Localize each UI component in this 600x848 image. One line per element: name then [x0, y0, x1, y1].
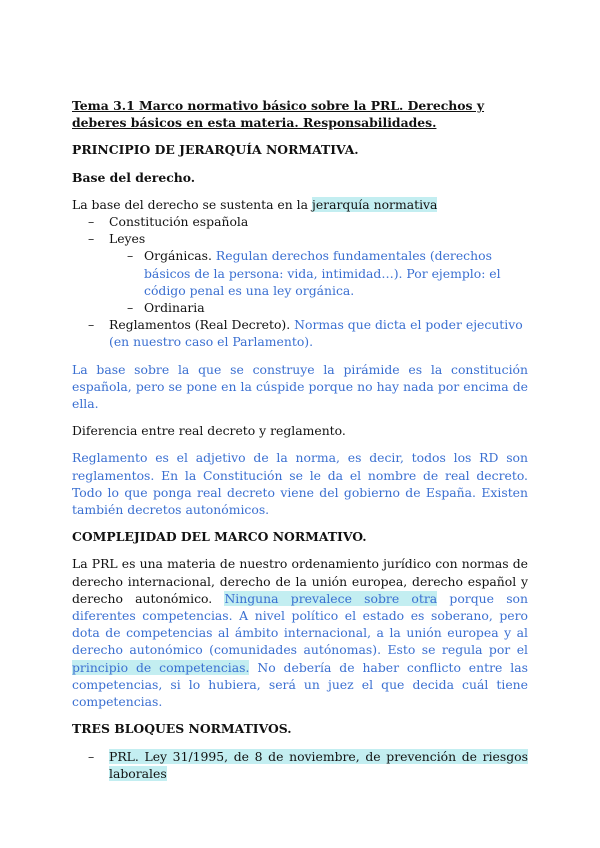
hierarchy-list [72, 213, 528, 351]
piramide-note: La base sobre la que se construye la pirámide es la constitución española, pero se pone en la cúspide porque no hay nada por encima de ella. [72, 361, 528, 412]
complejidad-text: La PRL es una materia de nuestro ordenamiento jurídico con normas de derecho internacional, derecho de la unión europea, derecho español y derecho autonómico. [72, 556, 528, 606]
diferencia-heading: Diferencia entre real decreto y reglamento. [72, 423, 346, 439]
complejidad-note: porque son diferentes competencias. A nivel político el estado es soberano, pero dota de competencias al ámbito internacional, a la unión europea y al derecho autonómico (comunidades autónomas). Esto se regula por el [72, 590, 528, 658]
list-item-prl [72, 748, 528, 782]
list-item-reglamentos [72, 316, 528, 350]
list-item-label: Orgánicas. [144, 248, 216, 264]
diferencia-note: Reglamento es el adjetivo de la norma, es decir, todos los RD son reglamentos. En la Constitución se le da el nombre de real decreto. Todo lo que ponga real decreto viene del gobierno de España. Existen también decretos autonómicos. [72, 450, 528, 518]
highlight-ninguna-prevalece: Ninguna prevalece sobre otra [224, 590, 438, 606]
reglamentos-note: Normas que dicta el poder ejecutivo (en nuestro caso el Parlamento). [109, 317, 523, 350]
heading-tres-bloques: TRES BLOQUES NORMATIVOS. [72, 721, 292, 737]
list-item-constitucion [72, 213, 528, 230]
complejidad-note-2: No debería de haber conflicto entre las competencias, si lo hubiera, será un juez el que decida cuál tiene competencias. [72, 659, 528, 710]
base-derecho-paragraph [72, 196, 528, 213]
organicas-note: Regulan derechos fundamentales (derechos básicos de la persona: vida, intimidad…). Por ejemplo: el código penal es una ley orgánica. [144, 248, 501, 298]
heading-complejidad: COMPLEJIDAD DEL MARCO NORMATIVO. [72, 529, 367, 545]
heading-base-derecho: Base del derecho. [72, 169, 196, 185]
highlight-principio-competencias: principio de competencias. [72, 659, 250, 675]
leyes-sublist [72, 247, 528, 316]
heading-principio: PRINCIPIO DE JERARQUÍA NORMATIVA. [72, 142, 359, 158]
list-item-label: Leyes [109, 231, 146, 247]
complejidad-paragraph [72, 555, 528, 710]
list-item-label: Reglamentos (Real Decreto). [109, 317, 295, 333]
list-item-label: Constitución española [109, 214, 249, 230]
list-item-ordinaria [72, 299, 528, 316]
highlight-prl-ley: PRL. Ley 31/1995, de 8 de noviembre, de prevención de riesgos laborales [109, 748, 528, 781]
document-content [72, 97, 528, 782]
list-item-label: Ordinaria [144, 300, 205, 316]
list-item-leyes [72, 230, 528, 316]
list-item-organicas [72, 247, 528, 299]
document-title: Tema 3.1 Marco normativo básico sobre la PRL. Derechos y deberes básicos en esta materia. Responsabilidades. [72, 98, 485, 131]
base-text: La base del derecho se sustenta en la [72, 196, 312, 212]
highlight-jerarquia: jerarquía normativa [311, 196, 438, 212]
